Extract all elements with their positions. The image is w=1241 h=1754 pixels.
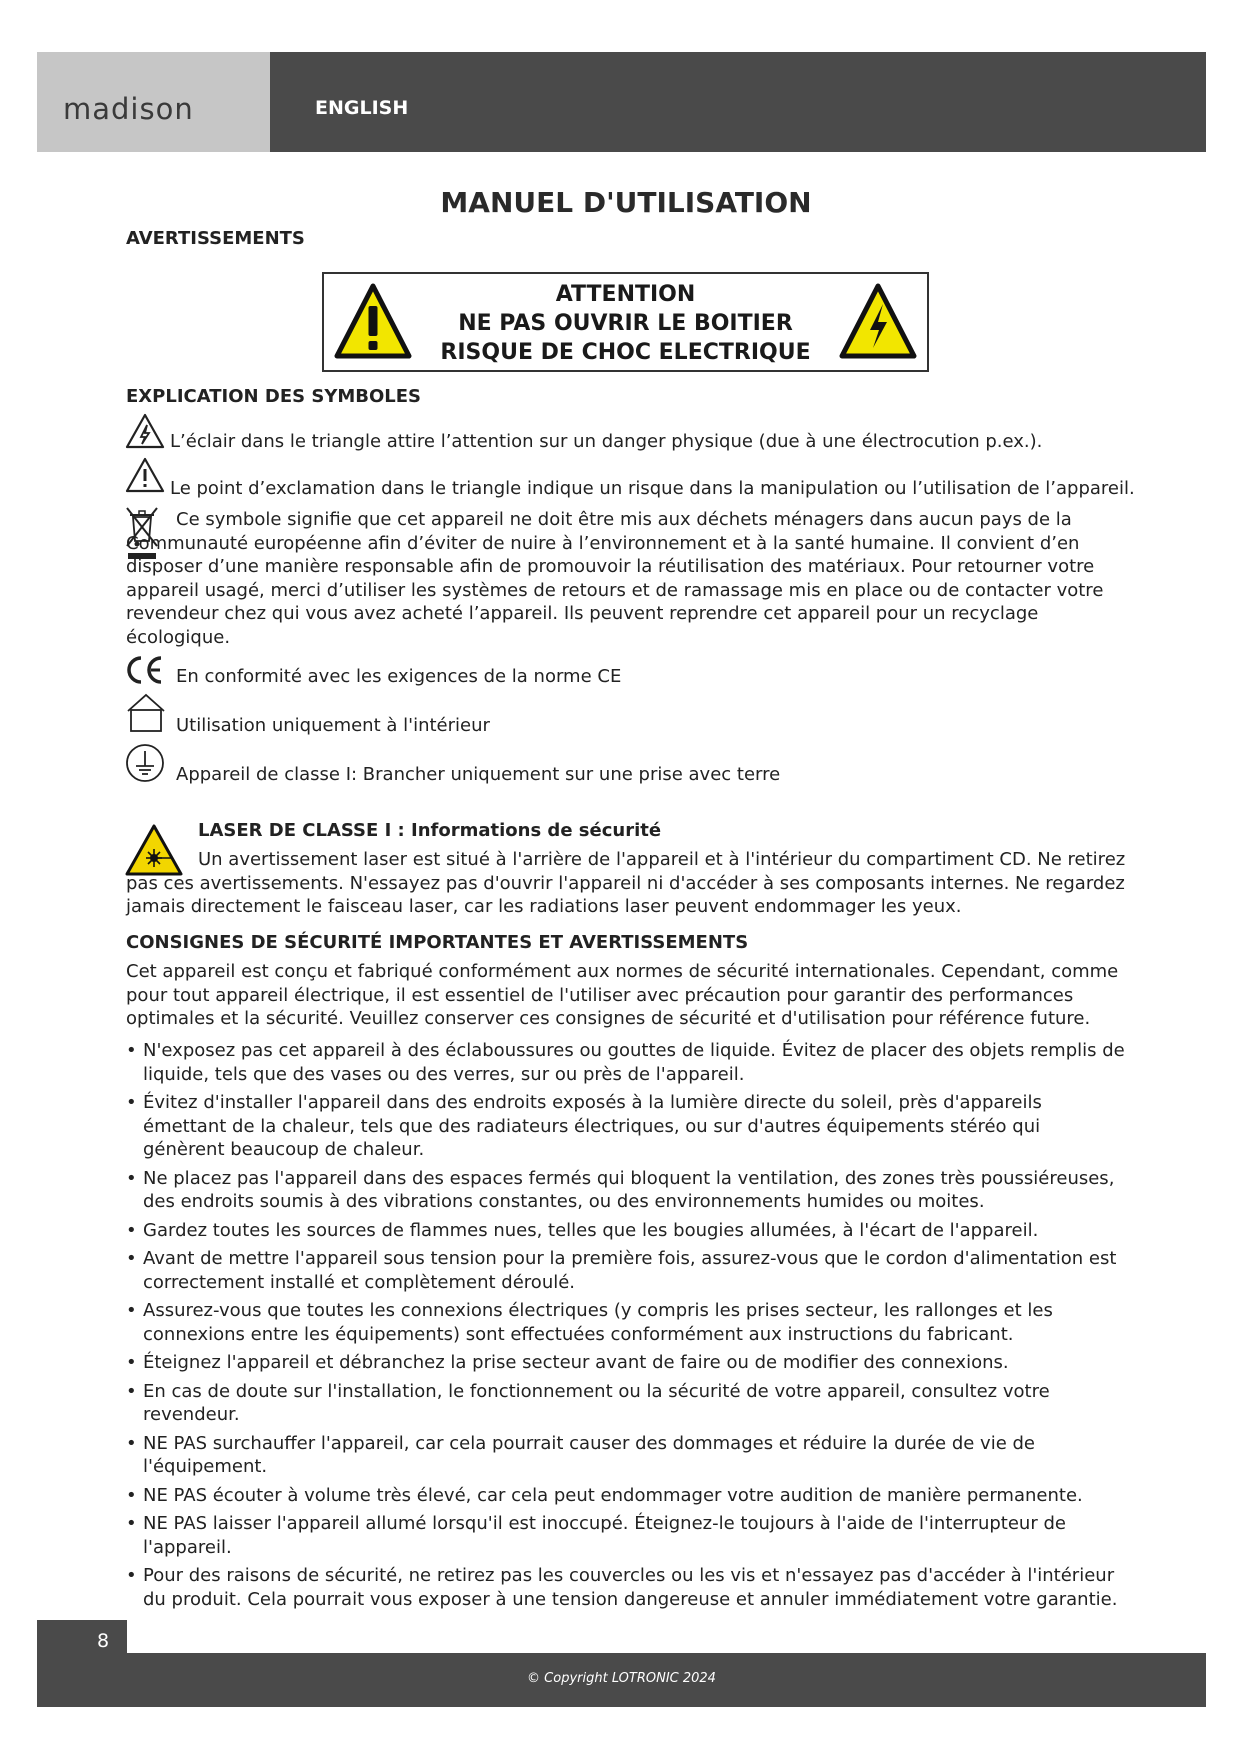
lightning-triangle-icon <box>124 412 166 450</box>
ce-mark-icon <box>124 653 166 687</box>
page-footer <box>37 1653 1206 1707</box>
page-header <box>37 52 1206 152</box>
symbols-heading: EXPLICATION DES SYMBOLES <box>126 386 422 407</box>
copyright-text: © Copyright LOTRONIC 2024 <box>527 1671 716 1686</box>
logo-box <box>37 52 270 152</box>
safety-bullet: • Pour des raisons de sécurité, ne retirez pas les couvercles ou les vis et n'essayez pas d'accéder à l'intérieur du produit. Cela pourrait vous exposer à une tension dangereuse et annuler immédiatement votre garantie. <box>126 1564 1126 1611</box>
safety-bullet: • En cas de doute sur l'installation, le fonctionnement ou la sécurité de votre appareil, consultez votre revendeur. <box>126 1380 1126 1427</box>
safety-bullet: • Évitez d'installer l'appareil dans des endroits exposés à la lumière directe du soleil, près d'appareils émettant de la chaleur, tels que des radiateurs électriques, ou sur d'autres équipements stéréo qui génèrent beaucoup de chaleur. <box>126 1091 1126 1162</box>
lightning-warning-icon <box>839 282 917 362</box>
page-number: 8 <box>97 1630 110 1652</box>
safety-heading: CONSIGNES DE SÉCURITÉ IMPORTANTES ET AVERTISSEMENTS <box>126 932 749 953</box>
safety-bullet: • NE PAS écouter à volume très élevé, car cela peut endommager votre audition de manière permanente. <box>126 1484 1126 1508</box>
safety-bullet: • NE PAS surchauffer l'appareil, car cela pourrait causer des dommages et réduire la durée de vie de l'équipement. <box>126 1432 1126 1479</box>
warning-line-2: NE PAS OUVRIR LE BOITIER <box>458 311 793 336</box>
safety-bullet: • Éteignez l'appareil et débranchez la prise secteur avant de faire ou de modifier des connexions. <box>126 1351 1126 1375</box>
laser-text: Un avertissement laser est situé à l'arrière de l'appareil et à l'intérieur du compartiment CD. Ne retirez pas ces avertissements. N'essayez pas d'ouvrir l'appareil ni d'accéder à ses composants internes. Ne regardez jamais directement le faisceau laser, car les radiations laser peuvent endommager les yeux. <box>126 849 1126 917</box>
safety-intro: Cet appareil est conçu et fabriqué conformément aux normes de sécurité internationales. Cependant, comme pour tout appareil électrique, il est essentiel de l'utiliser avec précaution pour garantir des performances optimales et la sécurité. Veuillez conserver ces consignes de sécurité et d'utilisation pour référence future. <box>126 961 1119 1029</box>
safety-bullet: • Ne placez pas l'appareil dans des espaces fermés qui bloquent la ventilation, des zones très poussiéreuses, des endroits soumis à des vibrations constantes, ou des environnements humides ou moites. <box>126 1167 1126 1214</box>
symbol-exclamation-text: Le point d’exclamation dans le triangle indique un risque dans la manipulation ou l’utilisation de l’appareil. <box>170 478 1135 499</box>
safety-bullet: • N'exposez pas cet appareil à des éclaboussures ou gouttes de liquide. Évitez de placer des objets remplis de liquide, tels que des vases ou des verres, sur ou près de l'appareil. <box>126 1039 1126 1086</box>
brand-logo: madison <box>63 92 194 126</box>
safety-bullet: • Assurez-vous que toutes les connexions électriques (y compris les prises secteur, les rallonges et les connexions entre les équipements) sont effectuées conformément aux instructions du fabricant. <box>126 1299 1126 1346</box>
symbol-lightning-text: L’éclair dans le triangle attire l’attention sur un danger physique (due à une électrocution p.ex.). <box>170 431 1043 452</box>
safety-bullet: • Avant de mettre l'appareil sous tension pour la première fois, assurez-vous que le cordon d'alimentation est correctement installé et complètement déroulé. <box>126 1247 1126 1294</box>
safety-bullet-list <box>126 1039 1126 1616</box>
exclamation-warning-icon <box>334 282 412 362</box>
warning-line-1: ATTENTION <box>555 282 696 307</box>
warning-box-text <box>424 280 827 367</box>
exclamation-triangle-icon <box>124 456 166 494</box>
warning-box <box>322 272 929 372</box>
warnings-heading: AVERTISSEMENTS <box>126 228 305 249</box>
warning-line-3: RISQUE DE CHOC ELECTRIQUE <box>440 340 811 365</box>
symbol-class1-text: Appareil de classe I: Brancher uniquement sur une prise avec terre <box>176 764 781 785</box>
page-number-tab <box>37 1620 127 1706</box>
safety-bullet: • NE PAS laisser l'appareil allumé lorsqu'il est inoccupé. Éteignez-le toujours à l'aide de l'interrupteur de l'appareil. <box>126 1512 1126 1559</box>
language-label: ENGLISH <box>315 97 409 119</box>
page-title: MANUEL D'UTILISATION <box>440 186 812 219</box>
symbol-ce-text: En conformité avec les exigences de la norme CE <box>176 666 622 687</box>
symbol-indoor-text: Utilisation uniquement à l'intérieur <box>176 715 490 736</box>
indoor-house-icon <box>124 692 168 734</box>
laser-heading: LASER DE CLASSE I : Informations de sécurité <box>198 820 662 841</box>
safety-bullet: • Gardez toutes les sources de flammes nues, telles que les bougies allumées, à l'écart de l'appareil. <box>126 1219 1126 1243</box>
earth-ground-icon <box>124 742 166 784</box>
symbol-weee-text: Ce symbole signifie que cet appareil ne doit être mis aux déchets ménagers dans aucun pays de la Communauté européenne afin d’éviter de nuire à l’environnement et à la santé humaine. Il convient d’en disposer d’une manière responsable afin de promouvoir la réutilisation des matériaux. Pour retourner votre appareil usagé, merci d’utiliser les systèmes de retours et de ramassage mis en place ou de contacter votre revendeur chez qui vous avez acheté l’appareil. Ils peuvent reprendre cet appareil pour un recyclage écologique. <box>126 509 1104 648</box>
